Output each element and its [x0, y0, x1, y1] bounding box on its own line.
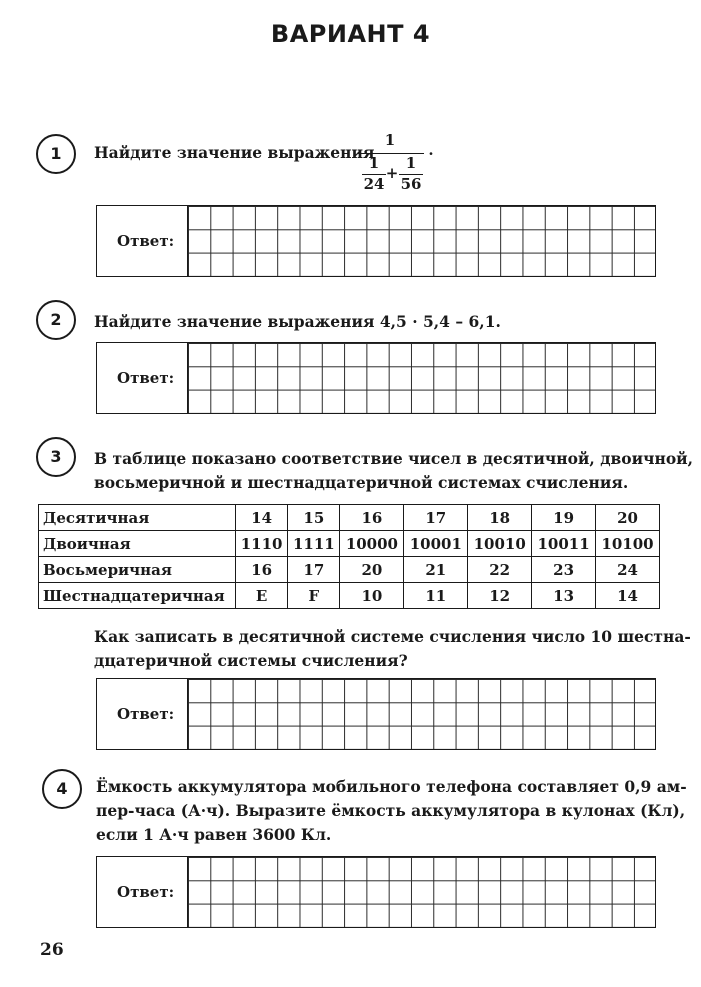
table-cell: 14 [236, 505, 288, 531]
table-cell: 17 [404, 505, 468, 531]
plus-sign: + [385, 164, 399, 182]
table-cell: E [236, 583, 288, 609]
table-cell: 1110 [236, 531, 288, 557]
task-text-line: пер-часа (А·ч). Выразите ёмкость аккумулятора в кулонах (Кл), [96, 801, 686, 820]
table-cell: 16 [236, 557, 288, 583]
table-cell: 14 [596, 583, 660, 609]
answer-grid[interactable] [187, 343, 655, 413]
table-row [39, 583, 660, 609]
task-text-line: В таблице показано соответствие чисел в десятичной, двоичной, [94, 449, 694, 468]
fraction-left-numerator: 1 [368, 154, 380, 172]
fraction-numerator: 1 [384, 131, 396, 149]
table-cell: F [288, 583, 340, 609]
table-cell: 12 [468, 583, 532, 609]
table-cell: 10001 [404, 531, 468, 557]
answer-box[interactable] [96, 856, 656, 928]
table-cell: 22 [468, 557, 532, 583]
table-cell: 18 [468, 505, 532, 531]
table-cell: 19 [532, 505, 596, 531]
fraction-left-denominator: 24 [363, 175, 385, 193]
answer-box[interactable] [96, 205, 656, 277]
table-cell: 10000 [340, 531, 404, 557]
number-systems-table [38, 504, 660, 609]
task-text-line: если 1 А·ч равен 3600 Кл. [96, 825, 332, 844]
answer-label: Ответ: [117, 232, 175, 250]
table-cell: 10010 [468, 531, 532, 557]
answer-label: Ответ: [117, 883, 175, 901]
task-number-badge: 2 [36, 300, 76, 340]
table-cell: 1111 [288, 531, 340, 557]
table-cell: 23 [532, 557, 596, 583]
task-text: Найдите значение выражения 4,5 · 5,4 – 6,1. [94, 312, 501, 331]
table-cell: 17 [288, 557, 340, 583]
table-cell: 10 [340, 583, 404, 609]
table-cell: 24 [596, 557, 660, 583]
fraction-right-denominator: 56 [400, 175, 422, 193]
period: . [428, 141, 434, 159]
task-text-line: Ёмкость аккумулятора мобильного телефона составляет 0,9 ам- [96, 777, 687, 796]
answer-label: Ответ: [117, 369, 175, 387]
task-text: Найдите значение выражения [94, 143, 375, 162]
table-cell: 11 [404, 583, 468, 609]
table-cell: 21 [404, 557, 468, 583]
task-number-badge: 4 [42, 769, 82, 809]
page-number: 26 [40, 940, 64, 960]
fraction-right-numerator: 1 [405, 154, 417, 172]
table-row [39, 505, 660, 531]
table-row [39, 531, 660, 557]
table-cell: 13 [532, 583, 596, 609]
answer-grid[interactable] [187, 206, 655, 276]
task-number-badge: 3 [36, 437, 76, 477]
page-title: ВАРИАНТ 4 [270, 20, 431, 48]
table-row [39, 557, 660, 583]
table-cell: 10100 [596, 531, 660, 557]
table-cell: 10011 [532, 531, 596, 557]
table-cell: 15 [288, 505, 340, 531]
answer-box[interactable] [96, 678, 656, 750]
answer-grid[interactable] [187, 679, 655, 749]
table-cell: 20 [340, 557, 404, 583]
task-question-line: Как записать в десятичной системе счисления число 10 шестна- [94, 627, 691, 646]
answer-box[interactable] [96, 342, 656, 414]
task-text-line: восьмеричной и шестнадцатеричной системах счисления. [94, 473, 629, 492]
table-row-header: Двоичная [39, 531, 236, 557]
table-row-header: Десятичная [39, 505, 236, 531]
table-cell: 20 [596, 505, 660, 531]
task-number-badge: 1 [36, 134, 76, 174]
answer-label: Ответ: [117, 705, 175, 723]
task-question-line: дцатеричной системы счисления? [94, 651, 408, 670]
table-cell: 16 [340, 505, 404, 531]
answer-grid[interactable] [187, 857, 655, 927]
table-row-header: Восьмеричная [39, 557, 236, 583]
table-row-header: Шестнадцатеричная [39, 583, 236, 609]
